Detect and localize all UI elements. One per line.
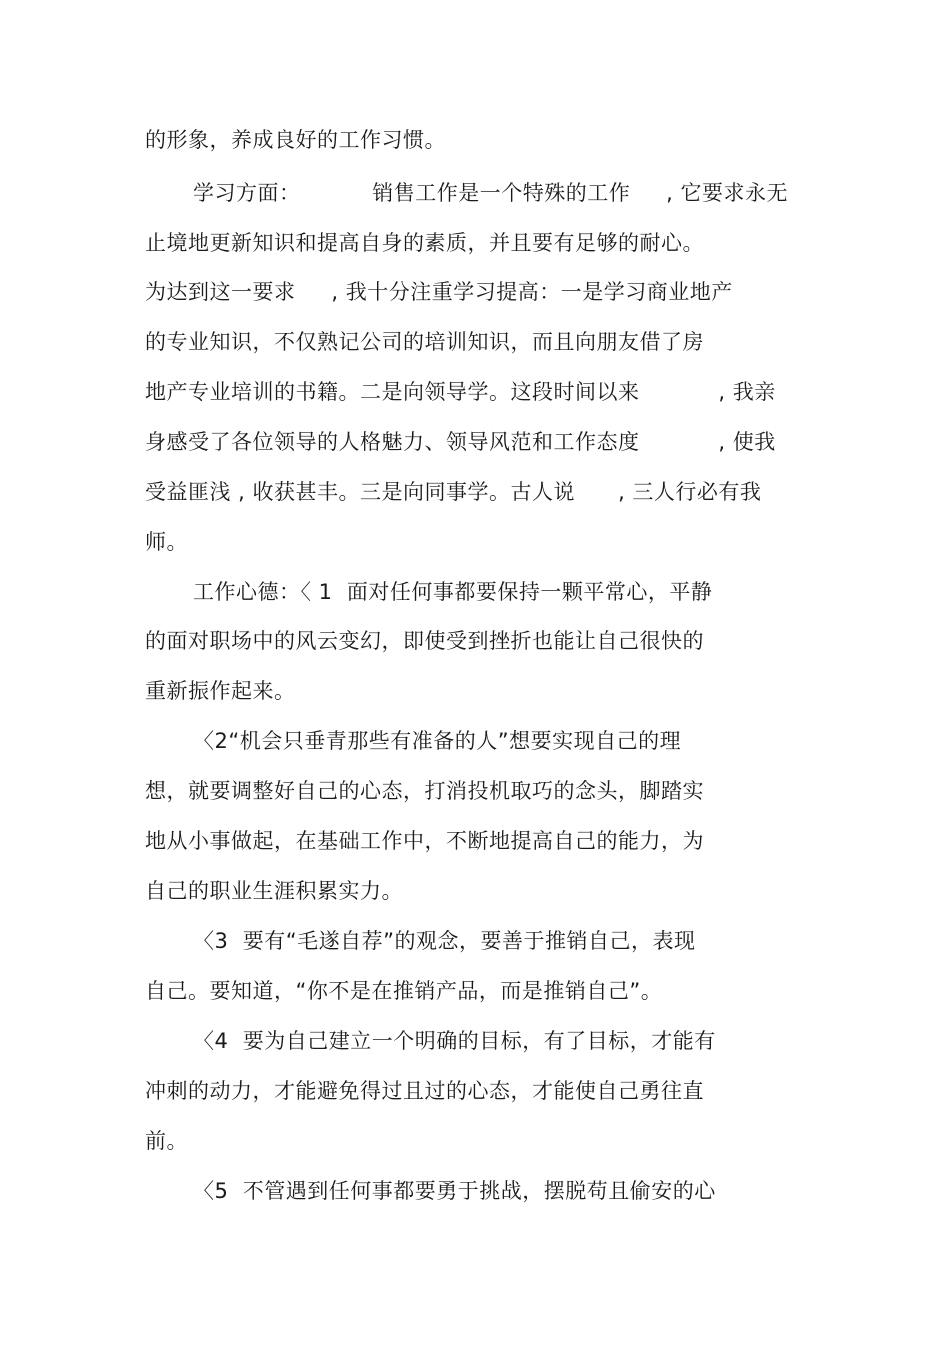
text-line: 自己。要知道，“你不是在推销产品，而是推销自己”。 bbox=[145, 979, 663, 1003]
text-line: 的形象，养成良好的工作习惯。 bbox=[145, 128, 446, 152]
text-line: 〈4 要为自己建立一个明确的目标，有了目标，才能有 bbox=[193, 1029, 716, 1053]
text-line: 〈2“机会只垂青那些有准备的人”想要实现自己的理 bbox=[193, 729, 682, 753]
text-line: 前。 bbox=[145, 1129, 188, 1153]
text-line: 想，就要调整好自己的心态，打消投机取巧的念头，脚踏实 bbox=[145, 779, 704, 803]
text-line: 止境地更新知识和提高自身的素质，并且要有足够的耐心。 bbox=[145, 231, 704, 255]
text-line: 地从小事做起，在基础工作中，不断地提高自己的能力，为 bbox=[145, 829, 704, 853]
text-line: 工作心德：〈 1 面对任何事都要保持一颗平常心，平静 bbox=[193, 580, 713, 604]
text-line: 自己的职业生涯积累实力。 bbox=[145, 879, 403, 903]
text-line: 身感受了各位领导的人格魅力、领导风范和工作态度 , 使我 bbox=[145, 430, 776, 454]
text-line: 学习方面： 销售工作是一个特殊的工作 , 它要求永无 bbox=[193, 181, 788, 205]
text-line: 〈5 不管遇到任何事都要勇于挑战，摆脱苟且偷安的心 bbox=[193, 1179, 716, 1203]
text-line: 冲刺的动力，才能避免得过且过的心态，才能使自己勇往直 bbox=[145, 1079, 704, 1103]
text-line: 受益匪浅 , 收获甚丰。三是向同事学。古人说 , 三人行必有我 bbox=[145, 480, 762, 504]
text-line: 地产专业培训的书籍。二是向领导学。这段时间以来 , 我亲 bbox=[145, 380, 776, 404]
text-line: 师。 bbox=[145, 530, 188, 554]
text-line: 为达到这一要求 , 我十分注重学习提高：一是学习商业地产 bbox=[145, 280, 733, 304]
text-line: 〈3 要有“毛遂自荐”的观念，要善于推销自己，表现 bbox=[193, 929, 696, 953]
text-line: 的专业知识，不仅熟记公司的培训知识，而且向朋友借了房 bbox=[145, 330, 704, 354]
text-line: 的面对职场中的风云变幻，即使受到挫折也能让自己很快的 bbox=[145, 629, 704, 653]
text-line: 重新振作起来。 bbox=[145, 679, 296, 703]
